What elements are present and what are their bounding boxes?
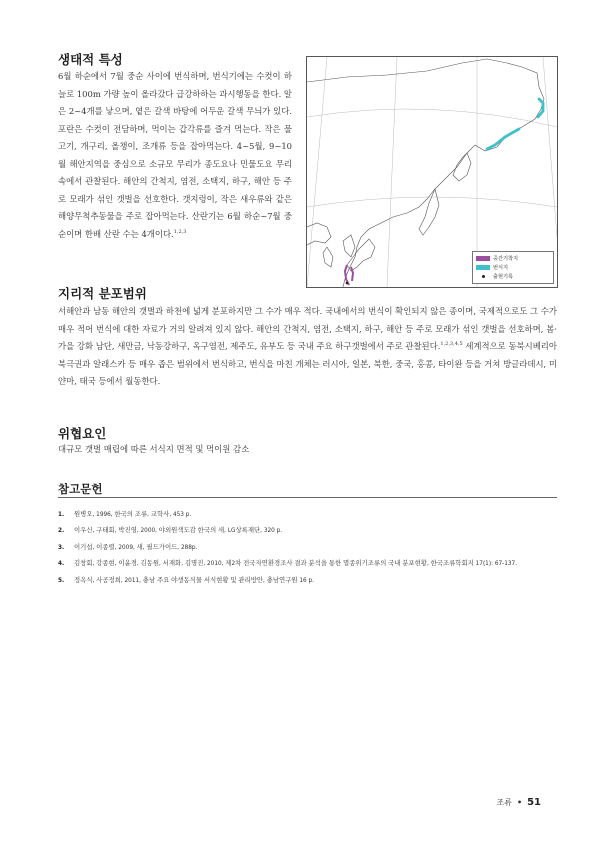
- ecology-refs: 1,2,3: [173, 228, 187, 235]
- legend-swatch-breeding: [476, 265, 490, 270]
- references-divider: [58, 497, 557, 498]
- distribution-refs: 1,2,3,4,5: [440, 341, 463, 348]
- footer-separator: •: [516, 798, 523, 807]
- legend-label-stopover: 중간기착지: [493, 256, 519, 262]
- ecology-text: 6월 하순에서 7월 중순 사이에 번식하며, 번식기에는 수컷이 하늘로 100m 가량 높이 올라갔다 급강하하는 과시행동을 한다. 알은 2~4개를 낳으며, 옅은 갈색 바탕에 어두운 갈색 무늬가 있다. 포란은 수컷이 전담하며, 먹이는 갑각류를 즐겨 먹는다. 작은 물고기, 개구리, 올챙이, 조개류 등을 잡아먹는다. 4~5월, 9~10월 해안지역을 중심으로 소규모 무리가 종도요나 민물도요 무리 속에서 관찰된다. 해안의 간척지, 염전, 소택지, 하구, 해안 등 주로 모래가 섞인 갯벌을 선호한다. 갯지렁이, 작은 새우류와 같은 해양무척추동물을 주로 잡아먹는다. 산란기는 6월 하순~7월 중순이며 한배 산란 수는 4개이다.: [58, 71, 292, 239]
- breeding-range: [487, 99, 543, 149]
- reference-number: 4.: [58, 559, 65, 568]
- distribution-paragraph: [58, 303, 557, 391]
- ecology-paragraph: [58, 68, 292, 243]
- record-points: [346, 282, 349, 285]
- reference-item: [58, 572, 558, 588]
- reference-number: 2.: [58, 526, 65, 535]
- references-list: [58, 506, 558, 588]
- legend-label-record: 출현기록: [493, 274, 514, 280]
- map-legend: [472, 251, 554, 284]
- legend-swatch-stopover: [476, 256, 490, 261]
- distribution-text: 서해안과 남동 해안의 갯벌과 하천에 넓게 분포하지만 그 수가 매우 적다. 국내에서의 번식이 확인되지 않은 종이며, 국제적으로도 그 수가 매우 적어 번식에 대한 자료가 거의 알려져 있지 않다. 해안의 간척지, 염전, 소택지, 하구, 해안 등 주로 모래가 섞인 갯벌을 선호하며, 봄·가을 강화 남단, 새만금, 낙동강하구, 옥구염전, 제주도, 유부도 등 국내 주요 하구갯벌에서 주로 관찰된다.: [58, 306, 557, 351]
- reference-item: [58, 506, 558, 522]
- page-footer: [496, 797, 541, 808]
- distribution-heading: 지리적 분포범위: [58, 286, 147, 301]
- threats-heading: 위협요인: [58, 426, 107, 441]
- legend-dot-record: [476, 274, 490, 279]
- reference-number: 3.: [58, 542, 65, 551]
- legend-label-breeding: 번식지: [493, 265, 509, 271]
- footer-section: 조류: [496, 798, 512, 807]
- reference-number: 5.: [58, 575, 65, 584]
- reference-text: 이우신, 구태회, 박진영, 2000, 야외원색도감 한국의 새, LG상록재단, 320 p.: [74, 526, 283, 535]
- reference-text: 김창회, 강종현, 이윤경, 김동원, 서재화, 김명진, 2010, 제2차 전국자연환경조사 결과 분석을 통한 멸종위기조류의 국내 분포현황, 한국조류학회지 17(1): 67-137.: [74, 559, 518, 568]
- threats-text: 대규모 갯벌 매립에 따른 서식지 면적 및 먹이원 감소: [58, 444, 250, 454]
- legend-item-stopover: [476, 254, 550, 263]
- page-number: 51: [527, 797, 541, 808]
- legend-item-breeding: [476, 263, 550, 272]
- legend-item-record: [476, 272, 550, 281]
- reference-text: 원병오, 1996, 한국의 조류, 교학사, 453 p.: [74, 510, 192, 518]
- distribution-map: [306, 56, 558, 288]
- distribution-text-2: 세계적으로 동북시베리아 북극권과 알래스카 등 매우 좁은 범위에서 번식하고, 번식을 마친 개체는 러시아, 일본, 북한, 중국, 홍콩, 타이완 등을 거쳐 방글라데시, 미얀마, 태국 등에서 월동한다.: [58, 341, 557, 386]
- reference-text: 이기섭, 이종렬, 2009, 새, 필드가이드, 288p.: [74, 542, 198, 551]
- reference-item: [58, 539, 558, 555]
- reference-text: 정옥식, 사공정희, 2011, 충남 주요 야생동식물 서식현황 및 관리방안, 충남연구원 16 p.: [74, 575, 314, 584]
- references-heading: 참고문헌: [58, 482, 103, 496]
- reference-item: [58, 555, 558, 571]
- reference-number: 1.: [58, 510, 65, 518]
- reference-item: [58, 522, 558, 538]
- ecology-heading: 생태적 특성: [58, 52, 123, 67]
